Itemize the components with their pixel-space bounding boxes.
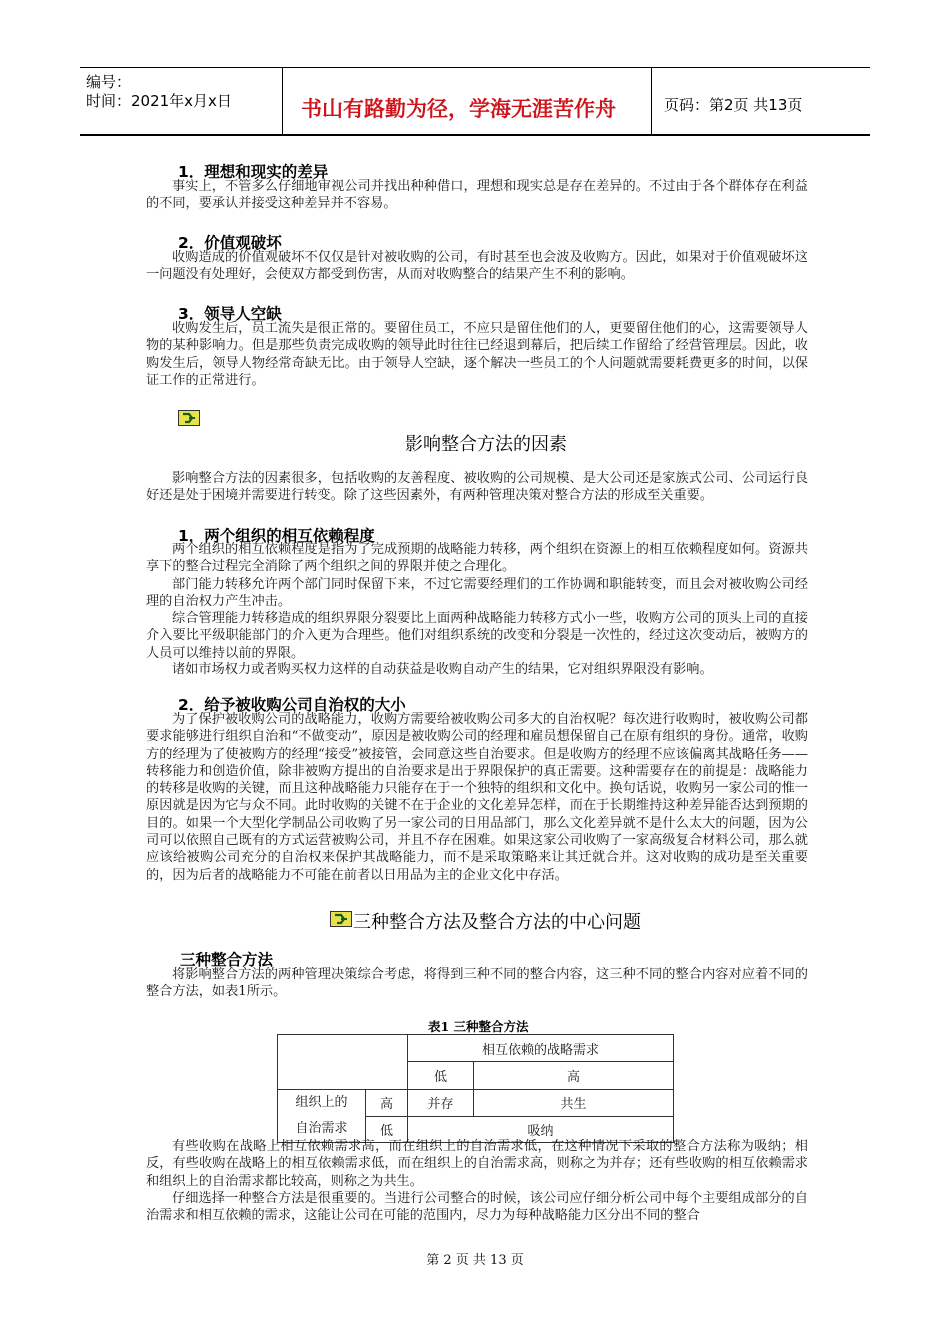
table-cell: 吸纳 (408, 1116, 674, 1143)
table-cell: 并存 (408, 1090, 474, 1117)
speaker-note-icon[interactable] (178, 410, 200, 426)
table-row-label-2: 自治需求 (295, 1121, 348, 1136)
table-row-label-1: 组织上的 (295, 1095, 348, 1110)
table-corner (278, 1035, 408, 1090)
table-cell: 共生 (474, 1090, 674, 1117)
paragraph: 综合管理能力转移造成的组织界限分裂要比上面两种战略能力转移方式小一些，收购方公司的顶头上司的直接介入要比平级职能部门的介入更为合理些。他们对组织系统的改变和分裂是一次性的，经过这次变动后，被购方的人员可以维持以前的界限。 (146, 611, 808, 661)
header-divider-1 (282, 67, 283, 135)
paragraph: 仔细选择一种整合方法是很重要的。当进行公司整合的时候，该公司应仔细分析公司中每个主要组成部分的自治需求和相互依赖的需求，这能让公司在可能的范围内，尽力为每种战略能力区分出不同的整合 (146, 1191, 808, 1224)
paragraph: 影响整合方法的因素很多，包括收购的友善程度、被收购的公司规模、是大公司还是家族式公司、公司运行良好还是处于困境并需要进行转变。除了这些因素外，有两种管理决策对整合方法的形成至关重要。 (146, 471, 808, 504)
table-caption: 表1 三种整合方法 (428, 1019, 529, 1034)
section-heading-leader: 3．领导人空缺 (178, 305, 282, 323)
paragraph: 有些收购在战略上相互依赖需求高，而在组织上的自治需求低，在这种情况下采取的整合方法称为吸纳；相反，有些收购在战略上的相互依赖需求低，而在组织上的自治需求高，则称之为并存；还有些收购的相互依赖需求和组织上的自治需求都比较高，则称之为共生。 (146, 1139, 808, 1189)
table-col-low: 低 (408, 1062, 474, 1090)
paragraph: 收购造成的价值观破坏不仅仅是针对被收购的公司，有时甚至也会波及收购方。因此，如果对于价值观破坏这一问题没有处理好，会使双方都受到伤害，从而对收购整合的结果产生不利的影响。 (146, 250, 808, 283)
section-heading-values: 2．价值观破坏 (178, 234, 282, 252)
paragraph: 为了保护被收购公司的战略能力，收购方需要给被收购公司多大的自治权呢？每次进行收购时，被收购公司都要求能够进行组织自治和“不做变动”，原因是被收购公司的经理和雇员想保留自己在原有组织的身份。通常，收购方的经理为了使被购方的经理“接受”被接管，会同意这些自治要求。但是收购方的经理不应该偏离其战略任务——转移能力和创造价值，除非被购方提出的自治要求是出于界限保护的真正需要。这种需要存在的前提是：战略能力的转移是收购的关键，而且这种战略能力只能存在于一个独特的组织和文化中。换句话说，收购另一家公司的惟一原因就是因为它与众不同。此时收购的关键不在于企业的文化差异怎样，而在于长期维持这种差异能否达到预期的目的。如果一个大型化学制品公司收购了另一家公司的日用品部门，那么文化差异就不是什么太大的问题，因为公司可以依照自己既有的方式运营被购公司，并且不存在困难。如果这家公司收购了一家高级复合材料公司，那么就应该给被购公司充分的自治权来保护其战略能力，而不是采取策略来让其迁就合并。这对收购的成功是至关重要的，因为后者的战略能力不可能在前者以日用品为主的企业文化中存活。 (146, 712, 808, 883)
header-time: 时间：2021年x月x日 (86, 92, 232, 110)
paragraph: 部门能力转移允许两个部门同时保留下来，不过它需要经理们的工作协调和职能转变，而且会对被收购公司经理的自治权力产生冲击。 (146, 577, 808, 610)
table-row-low: 低 (366, 1116, 408, 1143)
header-top-rule (80, 67, 870, 68)
section-heading-gap: 1．理想和现实的差异 (178, 163, 329, 181)
table-col-group: 相互依赖的战略需求 (408, 1035, 674, 1062)
header-bottom-rule (80, 134, 870, 136)
section-title-three-methods: 三种整合方法及整合方法的中心问题 (353, 912, 641, 933)
header-page-number: 页码：第2页 共13页 (664, 96, 803, 114)
header-motto: 书山有路勤为径，学海无涯苦作舟 (301, 97, 616, 121)
page-footer: 第 2 页 共 13 页 (426, 1253, 524, 1268)
paragraph: 将影响整合方法的两种管理决策综合考虑，将得到三种不同的整合内容，这三种不同的整合内容对应着不同的整合方法，如表1所示。 (146, 967, 808, 1000)
table-row-group (278, 1090, 366, 1143)
table-row-high: 高 (366, 1090, 408, 1117)
paragraph: 诸如市场权力或者购买权力这样的自动获益是收购自动产生的结果，它对组织界限没有影响。 (172, 662, 713, 677)
paragraph: 两个组织的相互依赖程度是指为了完成预期的战略能力转移，两个组织在资源上的相互依赖程度如何。资源共享下的整合过程完全消除了两个组织之间的界限并使之合理化。 (146, 542, 808, 575)
section-heading-autonomy: 2．给予被收购公司自治权的大小 (178, 696, 406, 714)
speaker-note-icon[interactable] (330, 911, 352, 927)
integration-methods-table (277, 1034, 674, 1143)
section-title-factors: 影响整合方法的因素 (405, 434, 567, 455)
paragraph: 收购发生后，员工流失是很正常的。要留住员工，不应只是留住他们的人，更要留住他们的心，这需要领导人物的某种影响力。但是那些负责完成收购的领导此时往往已经退到幕后，把后续工作留给了经营管理层。因此，收购发生后，领导人物经常奇缺无比。由于领导人空缺，逐个解决一些员工的个人问题就需要耗费更多的时间，以保证工作的正常进行。 (146, 321, 808, 388)
header-divider-2 (651, 67, 652, 135)
header-number: 编号： (86, 73, 132, 91)
section-heading-three: 三种整合方法 (180, 951, 274, 969)
paragraph: 事实上，不管多么仔细地审视公司并找出种种借口，理想和现实总是存在差异的。不过由于各个群体存在利益的不同，要承认并接受这种差异并不容易。 (146, 179, 808, 212)
section-heading-interdependence: 1．两个组织的相互依赖程度 (178, 527, 375, 545)
table-col-high: 高 (474, 1062, 674, 1090)
